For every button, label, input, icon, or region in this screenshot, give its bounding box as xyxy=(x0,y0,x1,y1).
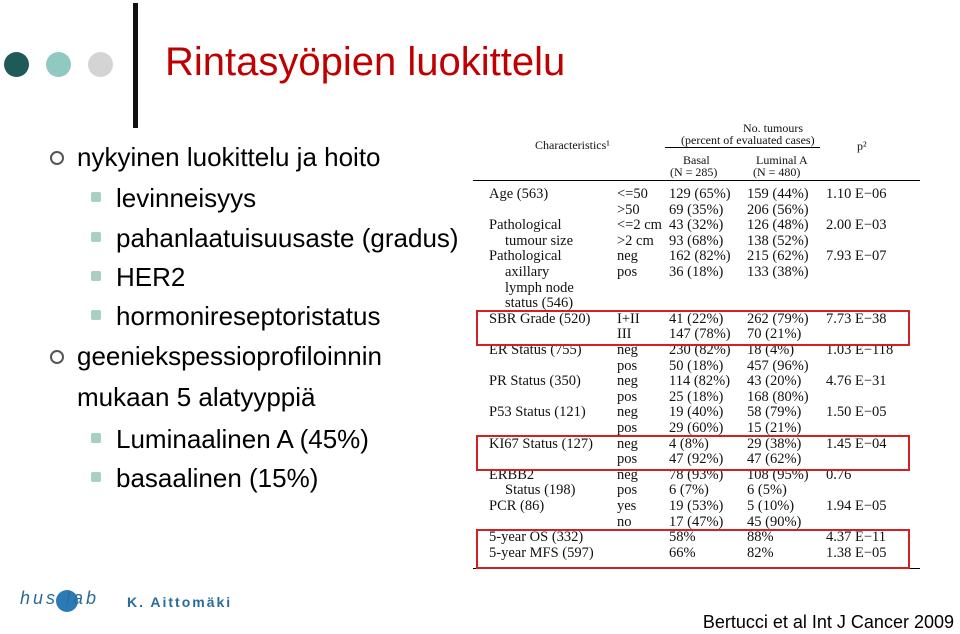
cell-luminal-a: 18 (4%) xyxy=(747,342,795,358)
bullet-square-icon xyxy=(91,232,101,242)
cell-luminal-a: 138 (52%) xyxy=(747,232,809,249)
cell-basal: 47 (92%) xyxy=(669,451,724,468)
cell-luminal-a: 215 (62%) xyxy=(747,248,809,265)
cell-sub: neg xyxy=(617,435,638,452)
hdr-luminal-a-n: (N = 480) xyxy=(753,165,801,179)
cell-sub: pos xyxy=(617,451,638,468)
cell-sub: neg xyxy=(617,342,638,358)
cell-sub: pos xyxy=(617,388,638,405)
cell-sub: neg xyxy=(617,373,638,390)
bullet-6: geeniekspessioprofiloinnin xyxy=(77,341,382,371)
cell-sub: pos xyxy=(617,420,638,436)
cell-label: SBR Grade (520) xyxy=(489,310,591,327)
cell-label: P53 Status (121) xyxy=(489,404,586,421)
highlight-box-ki67 xyxy=(476,435,910,471)
cell-p: 1.38 E−05 xyxy=(826,544,887,561)
cell-basal: 162 (82%) xyxy=(669,248,731,265)
bullet-5: hormonireseptoristatus xyxy=(116,301,381,331)
bullet-6-cont: mukaan 5 alatyyppiä xyxy=(77,382,316,412)
citation: Bertucci et al Int J Cancer 2009 xyxy=(702,612,954,632)
cell-label: ERBB2 xyxy=(489,466,535,483)
cell-luminal-a: 5 (10%) xyxy=(747,498,795,514)
cell-basal: 50 (18%) xyxy=(669,357,724,374)
cell-luminal-a: 82% xyxy=(747,544,774,561)
bullet-square-icon xyxy=(91,271,101,281)
cell-sub: III xyxy=(617,326,632,343)
hdr-p: p² xyxy=(857,139,867,153)
bullet-square-icon xyxy=(91,310,101,320)
top-rule xyxy=(473,180,920,181)
cell-luminal-a: 45 (90%) xyxy=(747,513,802,530)
bullet-2: levinneisyys xyxy=(116,183,257,213)
hus-lab-logo: hus lab xyxy=(20,588,100,608)
bullet-ring-icon xyxy=(50,350,64,364)
cell-label: tumour size xyxy=(505,232,574,249)
hdr-basal-n: (N = 285) xyxy=(670,165,718,179)
cell-basal: 147 (78%) xyxy=(669,326,731,343)
cell-label: lymph node xyxy=(505,279,574,296)
cell-sub: >50 xyxy=(617,201,640,218)
cell-luminal-a: 126 (48%) xyxy=(747,217,809,234)
cell-sub: no xyxy=(617,513,632,530)
slide-title: Rintasyöpien luokittelu xyxy=(165,40,566,84)
cell-basal: 58% xyxy=(669,529,696,546)
cell-label: Age (563) xyxy=(489,186,549,202)
cell-sub: pos xyxy=(617,357,638,374)
bullet-8: basaalinen (15%) xyxy=(116,463,319,493)
cell-basal: 41 (22%) xyxy=(669,310,724,327)
bullet-square-icon xyxy=(91,192,101,202)
cell-sub: <=50 xyxy=(617,186,648,202)
cell-basal: 129 (65%) xyxy=(669,186,731,202)
highlight-box-sbr-grade xyxy=(476,310,910,346)
cell-luminal-a: 88% xyxy=(747,529,774,546)
bullet-1: nykyinen luokittelu ja hoito xyxy=(77,142,381,172)
cell-luminal-a: 262 (79%) xyxy=(747,310,809,327)
cell-p: 1.10 E−06 xyxy=(826,186,887,202)
bullet-3: pahanlaatuisuusaste (gradus) xyxy=(116,223,459,253)
hdr-percent: (percent of evaluated cases) xyxy=(681,133,815,147)
cell-luminal-a: 43 (20%) xyxy=(747,373,802,390)
cell-p: 4.76 E−31 xyxy=(826,373,887,390)
cell-luminal-a: 133 (38%) xyxy=(747,264,809,280)
cell-sub: pos xyxy=(617,482,638,499)
cell-label: Pathological xyxy=(489,248,562,265)
dot-mid xyxy=(46,52,71,77)
cell-luminal-a: 159 (44%) xyxy=(747,186,809,202)
cell-label: 5-year OS (332) xyxy=(489,529,584,546)
cell-sub: neg xyxy=(617,404,638,421)
cell-p: 7.73 E−38 xyxy=(826,310,887,327)
cell-luminal-a: 108 (95%) xyxy=(747,466,809,483)
cell-p: 7.93 E−07 xyxy=(826,248,887,265)
cell-luminal-a: 457 (96%) xyxy=(747,357,809,374)
dot-dark xyxy=(4,52,29,77)
cell-sub: neg xyxy=(617,466,638,483)
hdr-characteristics: Characteristics¹ xyxy=(535,138,610,152)
cell-label: KI67 Status (127) xyxy=(489,435,593,452)
cell-luminal-a: 6 (5%) xyxy=(747,482,787,499)
cell-luminal-a: 15 (21%) xyxy=(747,420,802,436)
cell-p: 1.03 E−118 xyxy=(826,342,894,358)
cell-label: 5-year MFS (597) xyxy=(489,544,594,561)
cell-luminal-a: 70 (21%) xyxy=(747,326,802,343)
cell-basal: 19 (53%) xyxy=(669,498,724,514)
cell-p: 0.76 xyxy=(826,466,852,483)
cell-sub: I+II xyxy=(617,310,640,327)
hdr-basal: Basal xyxy=(683,153,710,167)
cell-basal: 66% xyxy=(669,544,696,561)
cell-luminal-a: 58 (79%) xyxy=(747,404,802,421)
cell-p: 1.45 E−04 xyxy=(826,435,887,452)
cell-label: status (546) xyxy=(505,295,574,312)
cell-sub: <=2 cm xyxy=(617,217,662,234)
bullet-ring-icon xyxy=(50,151,64,165)
bullet-7: Luminaalinen A (45%) xyxy=(116,424,369,454)
cell-p: 2.00 E−03 xyxy=(826,217,887,234)
bullet-square-icon xyxy=(91,472,101,482)
cell-label: PR Status (350) xyxy=(489,373,581,390)
hdr-rule xyxy=(665,147,820,148)
cell-basal: 25 (18%) xyxy=(669,388,724,405)
cell-luminal-a: 47 (62%) xyxy=(747,451,802,468)
hdr-no-tumours: No. tumours xyxy=(743,121,803,135)
data-table xyxy=(473,110,920,570)
cell-sub: >2 cm xyxy=(617,232,654,249)
highlight-box-survival xyxy=(476,529,910,569)
cell-p: 1.94 E−05 xyxy=(826,498,887,514)
cell-basal: 93 (68%) xyxy=(669,232,724,249)
cell-p: 4.37 E−11 xyxy=(826,529,886,546)
author: K. Aittomäki xyxy=(127,594,233,610)
cell-luminal-a: 168 (80%) xyxy=(747,388,809,405)
cell-label: ER Status (755) xyxy=(489,342,582,358)
cell-basal: 29 (60%) xyxy=(669,420,724,436)
cell-basal: 19 (40%) xyxy=(669,404,724,421)
cell-basal: 6 (7%) xyxy=(669,482,709,499)
cell-label: axillary xyxy=(505,264,550,280)
cell-basal: 78 (93%) xyxy=(669,466,724,483)
cell-basal: 230 (82%) xyxy=(669,342,731,358)
bullet-4: HER2 xyxy=(116,262,186,292)
cell-basal: 36 (18%) xyxy=(669,264,724,280)
cell-luminal-a: 29 (38%) xyxy=(747,435,802,452)
cell-sub: neg xyxy=(617,248,638,265)
hdr-luminal-a: Luminal A xyxy=(756,153,808,167)
cell-luminal-a: 206 (56%) xyxy=(747,201,809,218)
bullet-square-icon xyxy=(91,433,101,443)
cell-sub: yes xyxy=(617,498,637,514)
cell-basal: 17 (47%) xyxy=(669,513,724,530)
cell-label: Status (198) xyxy=(505,482,576,499)
cell-basal: 114 (82%) xyxy=(669,373,731,390)
cell-label: PCR (86) xyxy=(489,498,545,514)
cell-basal: 69 (35%) xyxy=(669,201,724,218)
dot-light xyxy=(88,52,113,77)
title-divider xyxy=(133,3,138,128)
cell-sub: pos xyxy=(617,264,638,280)
cell-p: 1.50 E−05 xyxy=(826,404,887,421)
cell-label: Pathological xyxy=(489,217,562,234)
cell-basal: 4 (8%) xyxy=(669,435,709,452)
cell-basal: 43 (32%) xyxy=(669,217,724,234)
